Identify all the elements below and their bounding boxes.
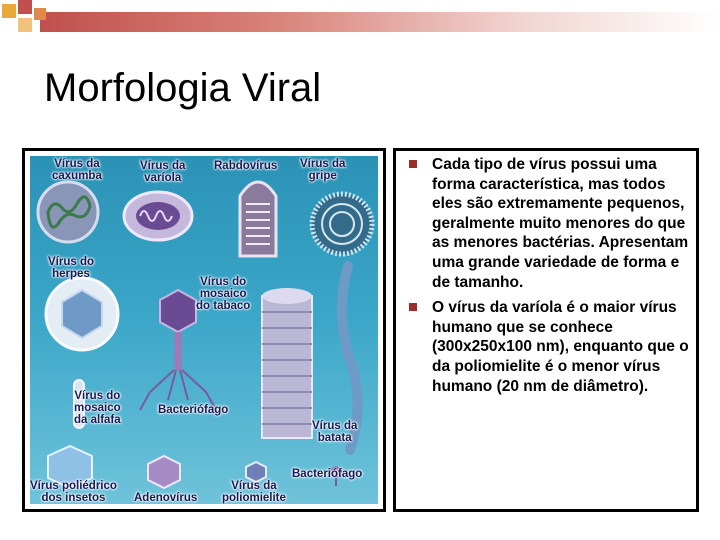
tobacco-mosaic-virus-shape xyxy=(262,288,312,438)
herpes-virus-shape xyxy=(46,278,118,350)
decor-square xyxy=(18,18,32,32)
label-potato-virus: Vírus da batata xyxy=(312,420,358,444)
label-influenza-virus: Vírus da gripe xyxy=(300,158,346,182)
virus-illustration-panel xyxy=(22,148,386,512)
label-insect-polyhedral-virus: Vírus poliédrico dos insetos xyxy=(30,480,117,504)
label-adenovirus: Adenovírus xyxy=(134,492,198,504)
bullet-list xyxy=(404,155,696,402)
adenovirus-shape xyxy=(148,456,180,488)
decor-square xyxy=(34,8,46,20)
slide-title: Morfologia Viral xyxy=(44,66,322,110)
mumps-virus-shape xyxy=(38,182,98,242)
virus-illustration xyxy=(30,156,378,504)
decor-square xyxy=(2,4,16,18)
influenza-virus-shape xyxy=(312,194,372,254)
bullet-square-icon xyxy=(409,160,417,168)
rhabdovirus-shape xyxy=(240,182,276,256)
label-alfalfa-mosaic-virus: Vírus do mosaico da alfafa xyxy=(74,390,121,426)
virus-drawings xyxy=(30,156,378,504)
label-poliovirus: Vírus da poliomielite xyxy=(222,480,286,504)
list-item xyxy=(404,298,696,396)
label-herpes-virus: Vírus do herpes xyxy=(48,256,95,280)
bullet-text: Cada tipo de vírus possui uma forma característica, mas todos eles são extremamente pequenos, geralmente muito menores do que as menores bactérias. Apresentam uma grande variedade de forma e de tamanho. xyxy=(432,156,689,291)
smallpox-virus-shape xyxy=(124,192,192,240)
poliovirus-shape xyxy=(246,462,266,482)
bullet-text: O vírus da varíola é o maior vírus humano que se conhece (300x250x100 nm), enquanto que o da poliomielite é o menor vírus humano (20 nm de diâmetro). xyxy=(432,299,689,395)
label-mumps-virus: Vírus da caxumba xyxy=(52,158,102,182)
decor-square xyxy=(18,0,32,14)
bullet-square-icon xyxy=(409,303,417,311)
header-gradient-bar xyxy=(40,12,720,32)
label-rhabdovirus: Rabdovírus xyxy=(214,160,278,172)
label-tobacco-mosaic-virus: Vírus do mosaico do tabaco xyxy=(196,276,251,312)
label-smallpox-virus: Vírus da varíola xyxy=(140,160,186,184)
label-bacteriophage: Bacteriófago xyxy=(158,404,229,416)
list-item xyxy=(404,155,696,292)
text-panel xyxy=(393,148,699,512)
label-bacteriophage-small: Bacteriófago xyxy=(292,468,363,480)
